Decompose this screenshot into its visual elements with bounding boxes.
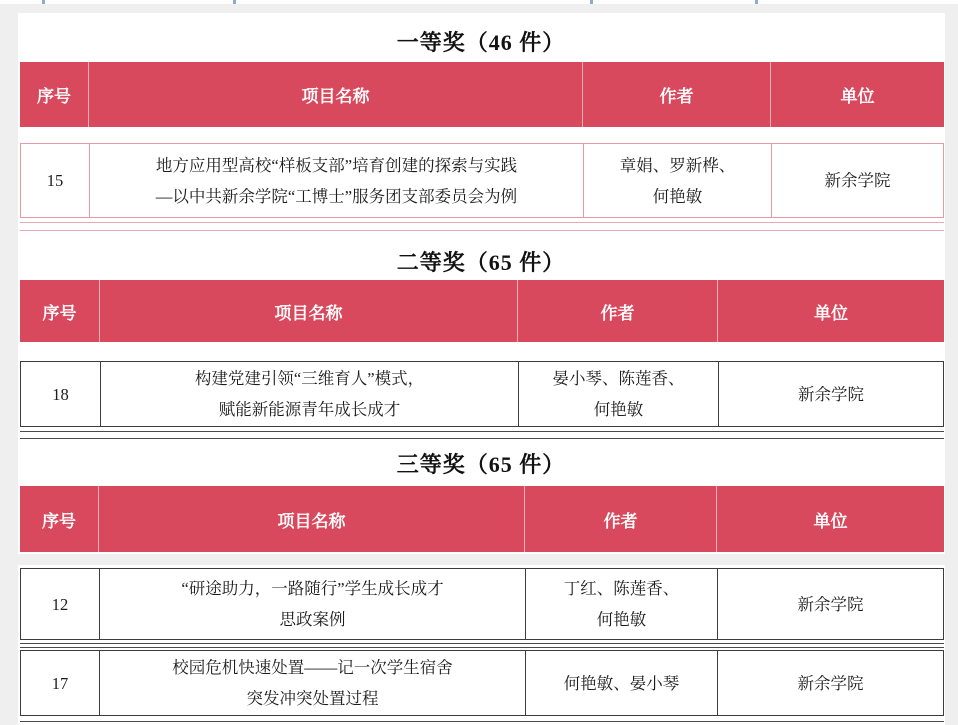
row-divider-artifact xyxy=(20,721,944,722)
serial-cell xyxy=(21,144,90,217)
screenshot-stitch-seam xyxy=(0,554,958,565)
project-line: 校园危机快速处置——记一次学生宿舍 xyxy=(172,658,453,677)
unit-name: 新余学院 xyxy=(824,171,891,190)
unit-name: 新余学院 xyxy=(798,384,864,404)
serial-cell xyxy=(21,362,101,426)
project-line: —以中共新余学院“工博士”服务团支部委员会为例 xyxy=(155,186,518,206)
section-title-third-prize: 三等奖（65 件） xyxy=(396,452,566,477)
row-divider-artifact xyxy=(20,647,944,648)
serial-number: 12 xyxy=(51,594,69,614)
header-cell-serial: 序号 xyxy=(20,62,89,127)
table-row xyxy=(20,143,944,218)
authors-line: 章娟、罗新桦、 xyxy=(619,155,736,175)
serial-number: 18 xyxy=(52,384,69,404)
project-line: 突发冲突处置过程 xyxy=(246,689,379,708)
authors-cell xyxy=(526,569,718,639)
document-page xyxy=(18,13,945,725)
row-divider-artifact xyxy=(20,643,944,644)
table-header-second-prize xyxy=(20,280,944,342)
authors-cell xyxy=(519,362,719,426)
project-line: 构建党建引领“三维育人”模式， xyxy=(194,369,425,388)
header-cell-serial: 序号 xyxy=(20,280,100,342)
header-cell-unit: 单位 xyxy=(840,87,875,106)
table-header-third-prize xyxy=(20,486,944,552)
row-divider-artifact xyxy=(20,222,944,223)
unit-cell xyxy=(719,362,943,426)
header-cell-authors: 作者 xyxy=(583,62,771,127)
project-line: “研途助力，一路随行”学生成长成才 xyxy=(181,579,444,598)
authors-line: 何艳敏 xyxy=(596,610,647,629)
unit-cell xyxy=(718,569,943,639)
authors-line: 何艳敏 xyxy=(593,400,644,419)
serial-cell xyxy=(21,651,100,715)
table-row xyxy=(20,361,944,427)
header-cell-project: 项目名称 xyxy=(89,62,583,127)
row-divider-artifact xyxy=(20,230,944,231)
header-cell-authors: 作者 xyxy=(525,486,717,552)
page-margin-frame xyxy=(0,4,958,725)
header-cell-unit: 单位 xyxy=(813,511,848,531)
project-line: 思政案例 xyxy=(279,610,346,629)
authors-line: 何艳敏、晏小琴 xyxy=(563,673,680,693)
project-cell xyxy=(100,569,526,639)
section-title-second-prize: 二等奖（65 件） xyxy=(396,250,566,275)
project-line: 地方应用型高校“样板支部”培育创建的探索与实践 xyxy=(155,155,518,175)
table-row xyxy=(20,568,944,640)
header-cell-project: 项目名称 xyxy=(99,486,525,552)
section-title-first-prize: 一等奖（46 件） xyxy=(396,30,566,55)
project-cell xyxy=(100,651,526,715)
unit-name: 新余学院 xyxy=(797,673,864,693)
header-cell-unit: 单位 xyxy=(814,303,848,323)
authors-cell xyxy=(584,144,772,217)
serial-number: 17 xyxy=(51,673,69,693)
authors-line: 何艳敏 xyxy=(652,186,703,206)
unit-name: 新余学院 xyxy=(797,594,864,614)
serial-number: 15 xyxy=(46,171,64,190)
row-divider-artifact xyxy=(20,438,944,439)
authors-line: 晏小琴、陈莲香、 xyxy=(552,369,685,388)
header-cell-serial: 序号 xyxy=(20,486,99,552)
project-cell xyxy=(101,362,519,426)
header-cell-project: 项目名称 xyxy=(100,280,518,342)
table-row xyxy=(20,650,944,716)
row-divider-artifact xyxy=(20,431,944,432)
authors-line: 丁红、陈莲香、 xyxy=(563,579,680,598)
project-cell xyxy=(90,144,584,217)
authors-cell xyxy=(526,651,718,715)
unit-cell xyxy=(718,651,943,715)
serial-cell xyxy=(21,569,100,639)
project-line: 赋能新能源青年成长成才 xyxy=(218,400,401,419)
header-cell-authors: 作者 xyxy=(518,280,718,342)
unit-cell xyxy=(772,144,943,217)
table-header-first-prize xyxy=(20,62,944,127)
